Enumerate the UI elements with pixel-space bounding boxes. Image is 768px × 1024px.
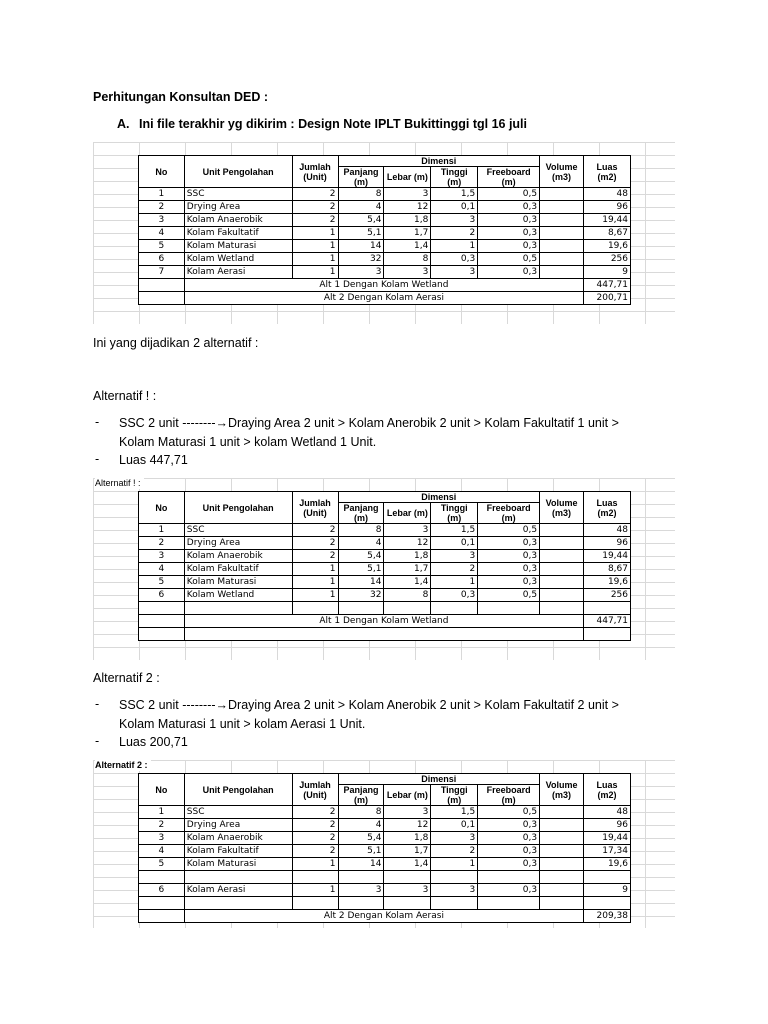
table-row bbox=[139, 550, 631, 563]
cell-unit: Kolam Anaerobik bbox=[184, 550, 292, 563]
cell-volume bbox=[540, 576, 584, 589]
empty-row bbox=[139, 871, 631, 884]
table-row bbox=[139, 227, 631, 240]
cell-luas: 19,44 bbox=[584, 832, 631, 845]
alt1-total-label: Alt 1 Dengan Kolam Wetland bbox=[184, 615, 583, 628]
cell-volume bbox=[540, 858, 584, 871]
header-dimensi: Dimensi bbox=[338, 156, 540, 167]
cell-freeboard: 0,3 bbox=[478, 576, 540, 589]
alt1-flow-line1: SSC 2 unit --------→Draying Area 2 unit > Kolam Anerobik 2 unit > Kolam Fakultatif 1 unit > bbox=[119, 416, 619, 430]
design-note-table bbox=[138, 155, 631, 305]
total2-value: 200,71 bbox=[584, 292, 631, 305]
cell-tinggi: 0,3 bbox=[431, 589, 478, 602]
header-tinggi: Tinggi (m) bbox=[431, 167, 478, 188]
cell-jumlah: 1 bbox=[292, 563, 338, 576]
page-heading: Perhitungan Konsultan DED : bbox=[93, 90, 268, 104]
header-dimensi: Dimensi bbox=[338, 774, 540, 785]
cell-jumlah: 1 bbox=[292, 227, 338, 240]
cell-panjang: 14 bbox=[338, 576, 384, 589]
alt1-caption: Alternatif ! : bbox=[95, 478, 144, 489]
table-row bbox=[139, 832, 631, 845]
total-spacer bbox=[139, 292, 185, 305]
cell-no: 4 bbox=[139, 563, 185, 576]
table-row bbox=[139, 537, 631, 550]
item-a-marker: A. bbox=[117, 117, 130, 131]
cell-freeboard: 0,5 bbox=[478, 253, 540, 266]
cell-panjang: 5,1 bbox=[338, 227, 384, 240]
header-no: No bbox=[139, 156, 185, 188]
cell-jumlah: 2 bbox=[292, 845, 338, 858]
header-jumlah: Jumlah (Unit) bbox=[292, 156, 338, 188]
table-row bbox=[139, 563, 631, 576]
cell-lebar: 12 bbox=[384, 537, 431, 550]
cell-panjang: 5,1 bbox=[338, 563, 384, 576]
header-volume: Volume (m3) bbox=[540, 774, 584, 806]
cell-freeboard: 0,5 bbox=[478, 524, 540, 537]
cell-tinggi: 2 bbox=[431, 845, 478, 858]
cell-lebar: 1,4 bbox=[384, 576, 431, 589]
header-luas: Luas (m2) bbox=[584, 156, 631, 188]
cell-luas: 9 bbox=[584, 884, 631, 897]
cell-unit: Kolam Aerasi bbox=[184, 266, 292, 279]
cell-unit: Kolam Fakultatif bbox=[184, 563, 292, 576]
spreadsheet-snapshot-3 bbox=[93, 760, 675, 928]
cell-unit: Kolam Maturasi bbox=[184, 576, 292, 589]
cell-jumlah: 2 bbox=[292, 188, 338, 201]
cell-luas: 19,44 bbox=[584, 214, 631, 227]
total-spacer bbox=[139, 615, 185, 628]
cell-tinggi: 3 bbox=[431, 266, 478, 279]
cell-volume bbox=[540, 832, 584, 845]
alt2-title: Alternatif 2 : bbox=[93, 671, 160, 685]
table-row bbox=[139, 589, 631, 602]
alt1-flow-line2: Kolam Maturasi 1 unit > kolam Wetland 1 Unit. bbox=[119, 435, 377, 449]
header-freeboard: Freeboard (m) bbox=[478, 167, 540, 188]
cell-freeboard: 0,3 bbox=[478, 214, 540, 227]
cell-panjang: 4 bbox=[338, 537, 384, 550]
alt2-flow-line2: Kolam Maturasi 1 unit > kolam Aerasi 1 Unit. bbox=[119, 717, 366, 731]
header-volume: Volume (m3) bbox=[540, 156, 584, 188]
table-row bbox=[139, 845, 631, 858]
cell-freeboard: 0,3 bbox=[478, 563, 540, 576]
alt1-total-value: 447,71 bbox=[584, 615, 631, 628]
cell-no: 5 bbox=[139, 576, 185, 589]
cell-freeboard: 0,3 bbox=[478, 819, 540, 832]
cell-panjang: 14 bbox=[338, 240, 384, 253]
cell-jumlah: 1 bbox=[292, 240, 338, 253]
cell-no: 5 bbox=[139, 858, 185, 871]
table-row bbox=[139, 806, 631, 819]
cell-panjang: 5,1 bbox=[338, 845, 384, 858]
cell-unit: Kolam Anaerobik bbox=[184, 214, 292, 227]
cell-unit: Kolam Wetland bbox=[184, 253, 292, 266]
cell-tinggi: 1,5 bbox=[431, 188, 478, 201]
cell-lebar: 1,8 bbox=[384, 214, 431, 227]
cell-tinggi: 1 bbox=[431, 240, 478, 253]
cell-jumlah: 1 bbox=[292, 589, 338, 602]
cell-tinggi: 2 bbox=[431, 563, 478, 576]
cell-luas: 19,44 bbox=[584, 550, 631, 563]
cell-volume bbox=[540, 524, 584, 537]
cell-unit: Kolam Aerasi bbox=[184, 884, 292, 897]
cell-panjang: 4 bbox=[338, 201, 384, 214]
table-row bbox=[139, 884, 631, 897]
cell-luas: 256 bbox=[584, 253, 631, 266]
cell-volume bbox=[540, 253, 584, 266]
cell-lebar: 1,8 bbox=[384, 832, 431, 845]
spreadsheet-snapshot-1 bbox=[93, 142, 675, 324]
cell-unit: SSC bbox=[184, 188, 292, 201]
cell-luas: 8,67 bbox=[584, 563, 631, 576]
alt1-table bbox=[138, 491, 631, 641]
cell-jumlah: 2 bbox=[292, 806, 338, 819]
cell-lebar: 3 bbox=[384, 806, 431, 819]
cell-no: 6 bbox=[139, 589, 185, 602]
cell-unit: Kolam Fakultatif bbox=[184, 227, 292, 240]
table-row bbox=[139, 266, 631, 279]
cell-volume bbox=[540, 563, 584, 576]
cell-panjang: 8 bbox=[338, 524, 384, 537]
cell-no: 6 bbox=[139, 253, 185, 266]
empty-row bbox=[139, 897, 631, 910]
cell-jumlah: 1 bbox=[292, 884, 338, 897]
total-spacer bbox=[139, 279, 185, 292]
cell-unit: Drying Area bbox=[184, 201, 292, 214]
empty-row bbox=[139, 628, 631, 641]
cell-panjang: 3 bbox=[338, 884, 384, 897]
table-row bbox=[139, 858, 631, 871]
cell-freeboard: 0,3 bbox=[478, 537, 540, 550]
cell-no: 2 bbox=[139, 201, 185, 214]
header-unit: Unit Pengolahan bbox=[184, 492, 292, 524]
alternatives-intro: Ini yang dijadikan 2 alternatif : bbox=[93, 336, 259, 350]
cell-lebar: 12 bbox=[384, 819, 431, 832]
cell-freeboard: 0,3 bbox=[478, 201, 540, 214]
cell-unit: Kolam Anaerobik bbox=[184, 832, 292, 845]
cell-volume bbox=[540, 845, 584, 858]
header-no: No bbox=[139, 774, 185, 806]
cell-lebar: 1,7 bbox=[384, 845, 431, 858]
alt2-total-value: 209,38 bbox=[584, 910, 631, 923]
header-jumlah: Jumlah (Unit) bbox=[292, 774, 338, 806]
cell-lebar: 12 bbox=[384, 201, 431, 214]
cell-luas: 9 bbox=[584, 266, 631, 279]
cell-unit: Drying Area bbox=[184, 537, 292, 550]
total2-label: Alt 2 Dengan Kolam Aerasi bbox=[184, 292, 583, 305]
cell-volume bbox=[540, 188, 584, 201]
cell-luas: 19,6 bbox=[584, 858, 631, 871]
cell-jumlah: 1 bbox=[292, 253, 338, 266]
cell-unit: Kolam Maturasi bbox=[184, 858, 292, 871]
cell-no: 1 bbox=[139, 188, 185, 201]
cell-tinggi: 1,5 bbox=[431, 524, 478, 537]
cell-tinggi: 0,1 bbox=[431, 201, 478, 214]
cell-volume bbox=[540, 227, 584, 240]
table-row bbox=[139, 240, 631, 253]
header-panjang: Panjang (m) bbox=[338, 785, 384, 806]
cell-jumlah: 2 bbox=[292, 214, 338, 227]
cell-lebar: 3 bbox=[384, 524, 431, 537]
header-unit: Unit Pengolahan bbox=[184, 774, 292, 806]
header-tinggi: Tinggi (m) bbox=[431, 503, 478, 524]
cell-lebar: 1,7 bbox=[384, 227, 431, 240]
header-panjang: Panjang (m) bbox=[338, 503, 384, 524]
cell-unit: Drying Area bbox=[184, 819, 292, 832]
cell-no: 3 bbox=[139, 214, 185, 227]
cell-volume bbox=[540, 201, 584, 214]
bullet-dash: - bbox=[95, 415, 100, 429]
alt2-flow-line1: SSC 2 unit --------→Draying Area 2 unit > Kolam Anerobik 2 unit > Kolam Fakultatif 2 unit > bbox=[119, 698, 619, 712]
alt2-area: Luas 200,71 bbox=[119, 735, 188, 749]
cell-luas: 96 bbox=[584, 201, 631, 214]
header-lebar: Lebar (m) bbox=[384, 167, 431, 188]
cell-volume bbox=[540, 214, 584, 227]
cell-lebar: 3 bbox=[384, 266, 431, 279]
cell-panjang: 8 bbox=[338, 806, 384, 819]
cell-volume bbox=[540, 537, 584, 550]
cell-panjang: 3 bbox=[338, 266, 384, 279]
cell-jumlah: 2 bbox=[292, 524, 338, 537]
table-row bbox=[139, 576, 631, 589]
cell-tinggi: 0,1 bbox=[431, 819, 478, 832]
total-spacer bbox=[139, 910, 185, 923]
cell-no: 4 bbox=[139, 845, 185, 858]
cell-luas: 19,6 bbox=[584, 576, 631, 589]
table-row bbox=[139, 214, 631, 227]
cell-lebar: 1,4 bbox=[384, 858, 431, 871]
header-unit: Unit Pengolahan bbox=[184, 156, 292, 188]
cell-luas: 256 bbox=[584, 589, 631, 602]
header-no: No bbox=[139, 492, 185, 524]
empty-row bbox=[139, 602, 631, 615]
cell-unit: Kolam Wetland bbox=[184, 589, 292, 602]
alt1-area: Luas 447,71 bbox=[119, 453, 188, 467]
alt2-caption: Alternatif 2 : bbox=[95, 760, 151, 771]
cell-panjang: 5,4 bbox=[338, 214, 384, 227]
bullet-dash: - bbox=[95, 697, 100, 711]
table-row bbox=[139, 524, 631, 537]
header-dimensi: Dimensi bbox=[338, 492, 540, 503]
alt1-title: Alternatif ! : bbox=[93, 389, 157, 403]
cell-freeboard: 0,5 bbox=[478, 806, 540, 819]
header-panjang: Panjang (m) bbox=[338, 167, 384, 188]
cell-freeboard: 0,3 bbox=[478, 858, 540, 871]
cell-tinggi: 3 bbox=[431, 550, 478, 563]
bullet-dash: - bbox=[95, 734, 100, 748]
cell-lebar: 1,4 bbox=[384, 240, 431, 253]
cell-freeboard: 0,3 bbox=[478, 884, 540, 897]
cell-no: 3 bbox=[139, 832, 185, 845]
table-row bbox=[139, 201, 631, 214]
cell-jumlah: 2 bbox=[292, 550, 338, 563]
cell-freeboard: 0,3 bbox=[478, 550, 540, 563]
cell-volume bbox=[540, 266, 584, 279]
cell-luas: 8,67 bbox=[584, 227, 631, 240]
header-lebar: Lebar (m) bbox=[384, 785, 431, 806]
cell-panjang: 8 bbox=[338, 188, 384, 201]
cell-unit: Kolam Maturasi bbox=[184, 240, 292, 253]
cell-no: 3 bbox=[139, 550, 185, 563]
cell-freeboard: 0,3 bbox=[478, 266, 540, 279]
cell-luas: 96 bbox=[584, 819, 631, 832]
cell-tinggi: 0,1 bbox=[431, 537, 478, 550]
cell-tinggi: 1 bbox=[431, 858, 478, 871]
header-tinggi: Tinggi (m) bbox=[431, 785, 478, 806]
item-a-text: Ini file terakhir yg dikirim : Design Note IPLT Bukittinggi tgl 16 juli bbox=[139, 117, 528, 131]
cell-luas: 17,34 bbox=[584, 845, 631, 858]
cell-freeboard: 0,3 bbox=[478, 240, 540, 253]
cell-panjang: 32 bbox=[338, 253, 384, 266]
header-freeboard: Freeboard (m) bbox=[478, 503, 540, 524]
cell-tinggi: 2 bbox=[431, 227, 478, 240]
cell-tinggi: 3 bbox=[431, 884, 478, 897]
cell-freeboard: 0,3 bbox=[478, 845, 540, 858]
cell-lebar: 3 bbox=[384, 884, 431, 897]
cell-lebar: 8 bbox=[384, 253, 431, 266]
cell-lebar: 1,7 bbox=[384, 563, 431, 576]
bullet-dash: - bbox=[95, 452, 100, 466]
cell-lebar: 3 bbox=[384, 188, 431, 201]
cell-volume bbox=[540, 884, 584, 897]
cell-luas: 48 bbox=[584, 188, 631, 201]
cell-jumlah: 1 bbox=[292, 576, 338, 589]
cell-tinggi: 1 bbox=[431, 576, 478, 589]
cell-jumlah: 2 bbox=[292, 832, 338, 845]
cell-tinggi: 0,3 bbox=[431, 253, 478, 266]
cell-panjang: 5,4 bbox=[338, 550, 384, 563]
header-luas: Luas (m2) bbox=[584, 774, 631, 806]
cell-jumlah: 1 bbox=[292, 858, 338, 871]
cell-panjang: 5,4 bbox=[338, 832, 384, 845]
cell-unit: SSC bbox=[184, 524, 292, 537]
cell-luas: 19,6 bbox=[584, 240, 631, 253]
alt2-total-label: Alt 2 Dengan Kolam Aerasi bbox=[184, 910, 583, 923]
cell-unit: SSC bbox=[184, 806, 292, 819]
header-volume: Volume (m3) bbox=[540, 492, 584, 524]
cell-volume bbox=[540, 589, 584, 602]
cell-lebar: 8 bbox=[384, 589, 431, 602]
cell-jumlah: 1 bbox=[292, 266, 338, 279]
cell-volume bbox=[540, 550, 584, 563]
spreadsheet-snapshot-2 bbox=[93, 478, 675, 660]
cell-freeboard: 0,5 bbox=[478, 589, 540, 602]
header-luas: Luas (m2) bbox=[584, 492, 631, 524]
cell-no: 4 bbox=[139, 227, 185, 240]
cell-jumlah: 2 bbox=[292, 537, 338, 550]
cell-jumlah: 2 bbox=[292, 201, 338, 214]
alt2-table bbox=[138, 773, 631, 923]
table-row bbox=[139, 819, 631, 832]
table-row bbox=[139, 188, 631, 201]
header-jumlah: Jumlah (Unit) bbox=[292, 492, 338, 524]
header-freeboard: Freeboard (m) bbox=[478, 785, 540, 806]
cell-tinggi: 3 bbox=[431, 214, 478, 227]
cell-no: 1 bbox=[139, 806, 185, 819]
cell-freeboard: 0,3 bbox=[478, 227, 540, 240]
cell-no: 6 bbox=[139, 884, 185, 897]
cell-unit: Kolam Fakultatif bbox=[184, 845, 292, 858]
cell-tinggi: 3 bbox=[431, 832, 478, 845]
cell-no: 7 bbox=[139, 266, 185, 279]
cell-volume bbox=[540, 240, 584, 253]
cell-freeboard: 0,3 bbox=[478, 832, 540, 845]
cell-lebar: 1,8 bbox=[384, 550, 431, 563]
table-row bbox=[139, 253, 631, 266]
total1-value: 447,71 bbox=[584, 279, 631, 292]
cell-no: 2 bbox=[139, 537, 185, 550]
total1-label: Alt 1 Dengan Kolam Wetland bbox=[184, 279, 583, 292]
cell-luas: 48 bbox=[584, 806, 631, 819]
header-lebar: Lebar (m) bbox=[384, 503, 431, 524]
cell-volume bbox=[540, 819, 584, 832]
cell-no: 5 bbox=[139, 240, 185, 253]
cell-luas: 96 bbox=[584, 537, 631, 550]
cell-panjang: 4 bbox=[338, 819, 384, 832]
cell-no: 1 bbox=[139, 524, 185, 537]
cell-no: 2 bbox=[139, 819, 185, 832]
cell-freeboard: 0,5 bbox=[478, 188, 540, 201]
cell-tinggi: 1,5 bbox=[431, 806, 478, 819]
cell-jumlah: 2 bbox=[292, 819, 338, 832]
cell-panjang: 32 bbox=[338, 589, 384, 602]
cell-volume bbox=[540, 806, 584, 819]
cell-panjang: 14 bbox=[338, 858, 384, 871]
cell-luas: 48 bbox=[584, 524, 631, 537]
